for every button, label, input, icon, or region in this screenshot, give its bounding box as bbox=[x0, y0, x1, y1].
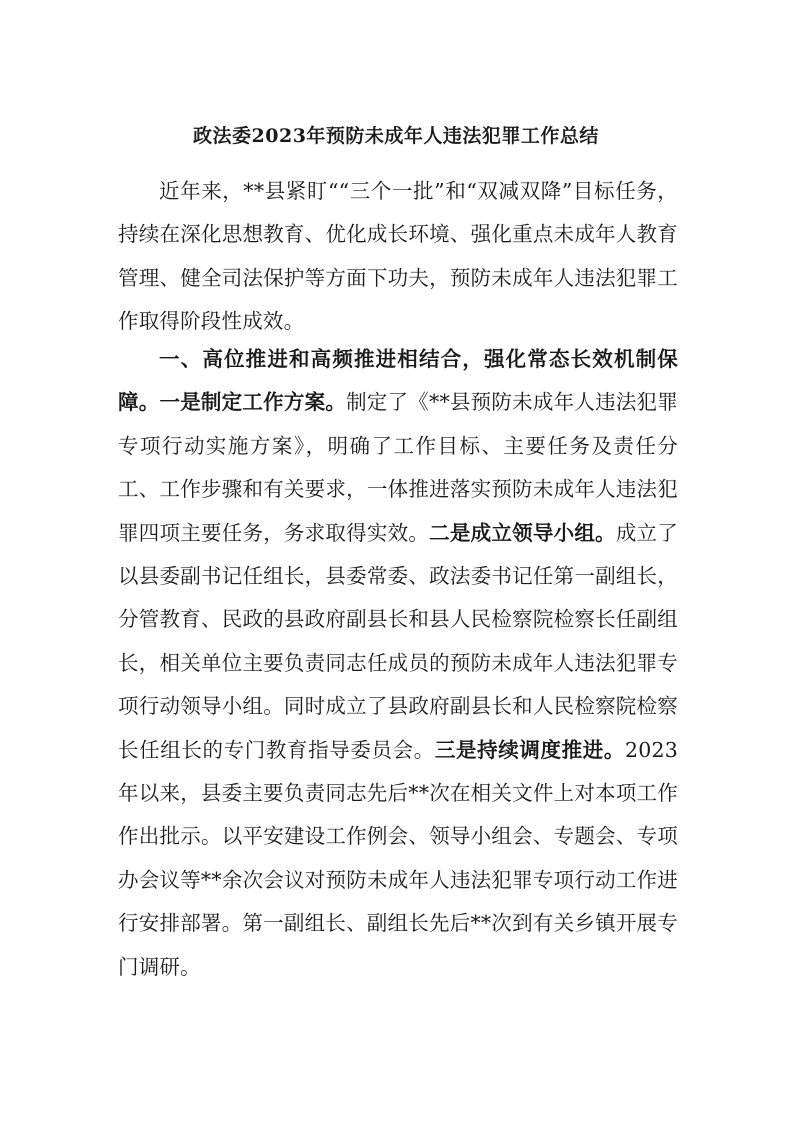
point-3-label: 三是持续调度推进。 bbox=[434, 737, 626, 762]
point-1-text: 制定了《**县预防未成年人违法犯罪专项行动实施方案》，明确了工作目标、主要任务及责任分工、工作步骤和有关要求，一体推进落实预防未成年人违法犯罪四项主要任务，务求取得实效。 bbox=[118, 390, 678, 545]
section-1 bbox=[118, 338, 678, 989]
point-2-label: 二是成立领导小组。 bbox=[429, 520, 616, 545]
section-1-heading: 一、高位推进和高频推进相结合，强化常态长效机制保障。 bbox=[118, 347, 678, 415]
point-1-label: 一是制定工作方案。 bbox=[159, 390, 347, 415]
section-1-paragraph bbox=[118, 338, 678, 989]
intro-section bbox=[118, 170, 678, 344]
document-title: 政法委2023年预防未成年人违法犯罪工作总结 bbox=[193, 125, 599, 147]
point-2-text: 成立了以县委副书记任组长，县委常委、政法委书记任第一副组长，分管教育、民政的县政府副县长和县人民检察院检察长任副组长，相关单位主要负责同志任成员的预防未成年人违法犯罪专项行动领导小组。同时成立了县政府副县长和人民检察院检察长任组长的专门教育指导委员会。 bbox=[118, 520, 678, 762]
point-3-text: 2023年以来，县委主要负责同志先后**次在相关文件上对本项工作作出批示。以平安建设工作例会、领导小组会、专题会、专项办会议等**余次会议对预防未成年人违法犯罪专项行动工作进行安排部署。第一副组长、副组长先后**次到有关乡镇开展专门调研。 bbox=[118, 737, 679, 979]
intro-paragraph: 近年来，**县紧盯““三个一批”和“双减双降”目标任务，持续在深化思想教育、优化成长环境、强化重点未成年人教育管理、健全司法保护等方面下功夫，预防未成年人违法犯罪工作取得阶段性成效。 bbox=[118, 179, 678, 334]
